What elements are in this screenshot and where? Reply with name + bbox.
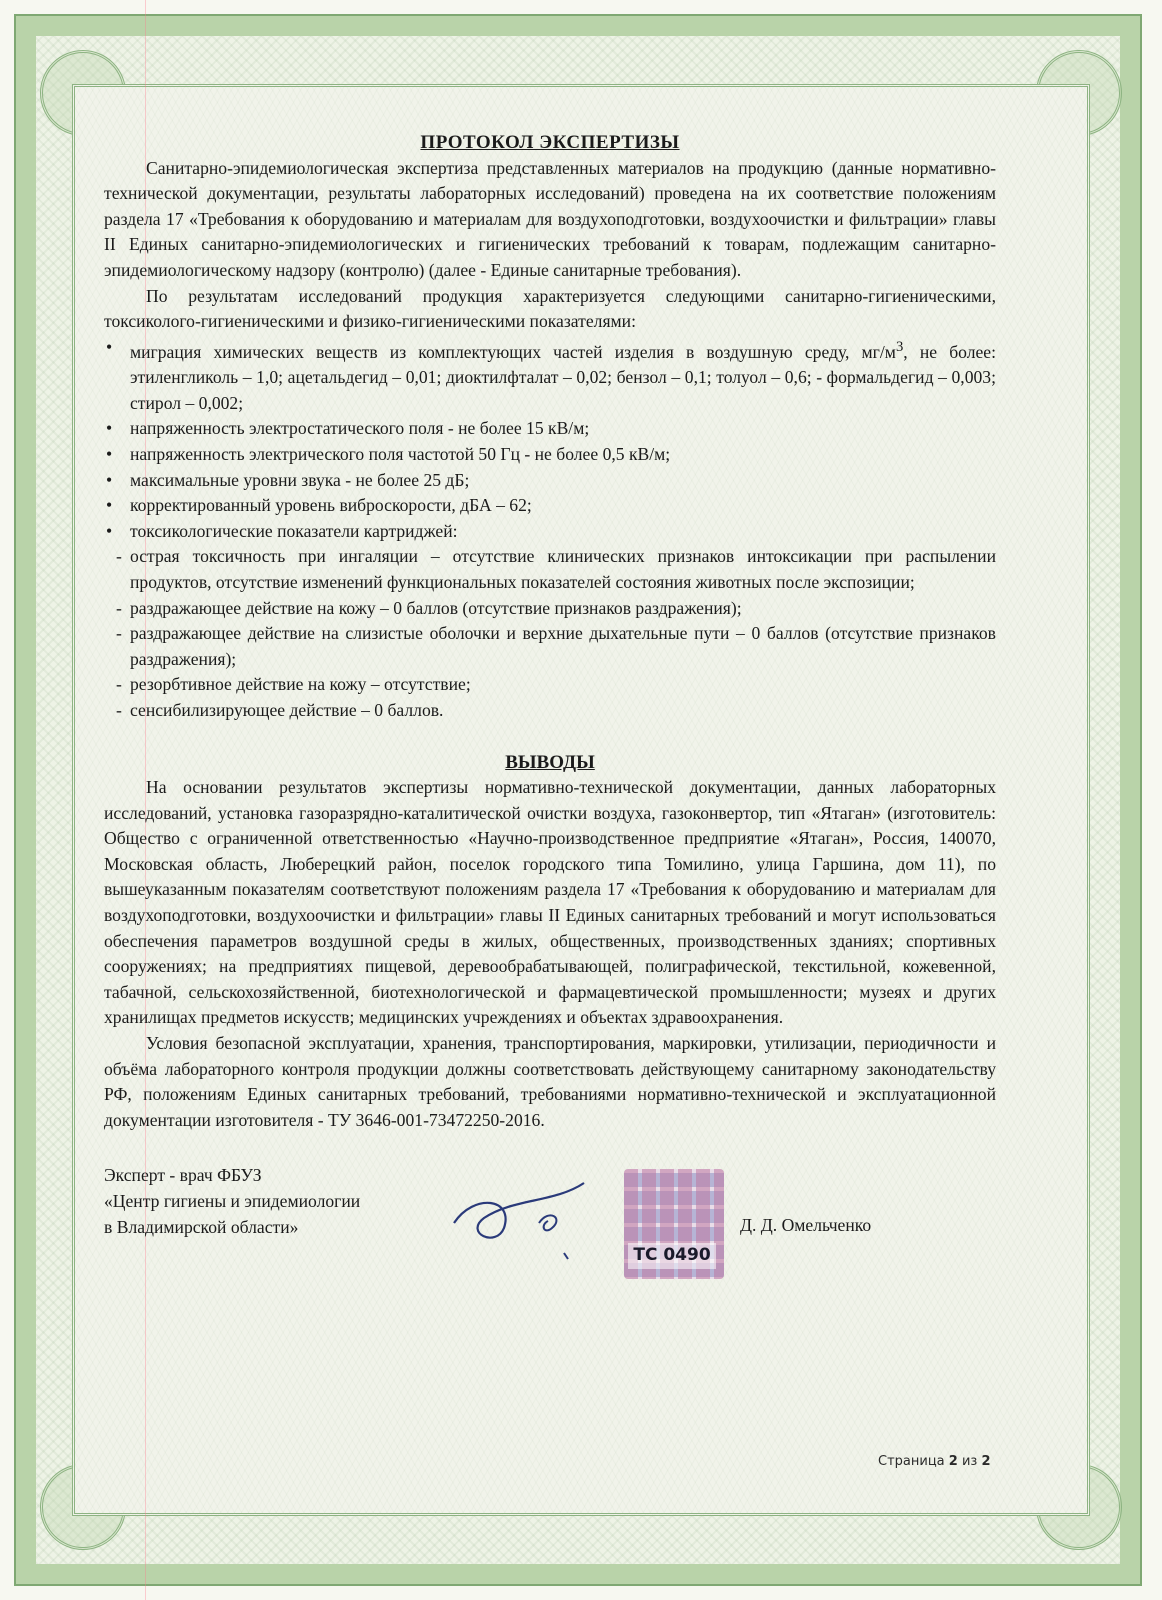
signature-block (104, 1163, 996, 1266)
list-item: • напряженность электрического поля частотой 50 Гц - не более 0,5 кВ/м; (104, 442, 996, 468)
protocol-title: ПРОТОКОЛ ЭКСПЕРТИЗЫ (420, 132, 680, 153)
conclusions-paragraph: На основании результатов экспертизы нормативно-технической документации, данных лабораторных исследований, установка газоразрядно-каталитической очистки воздуха, газоконвертор, тип «Ятаган» (изготовитель: Общество с ограниченной ответственностью «Научно-производственное предприятие «Ятаган», Россия, 140070, Московская область, Люберецкий район, поселок городского типа Томилино, улица Гаршина, дом 11), по вышеуказанным показателям соответствуют положениям раздела 17 «Требования к оборудованию и материалам для воздухоподготовки, воздухоочистки и фильтрации» главы II Единых санитарных требований и могут использоваться обеспечения параметров воздушной среды в жилых, общественных, производственных зданиях; спортивных сооружениях; на предприятиях пищевой, деревообрабатывающей, полиграфической, текстильной, кожевенной, табачной, сельскохозяйственной, биотехнологической и фармацевтической промышленности; музеях и других хранилищах предметов искусств; медицинских учреждениях и объектах здравоохранения. (104, 777, 996, 1028)
page-number: Страница 2 из 2 (878, 1454, 991, 1469)
expert-name: Д. Д. Омельченко (740, 1215, 872, 1236)
indicator-list (104, 335, 996, 545)
list-item: • токсикологические показатели картриджей: (104, 519, 996, 545)
list-item: • максимальные уровни звука - не более 25 дБ; (104, 468, 996, 494)
expert-title: Эксперт - врач ФБУЗ «Центр гигиены и эпидемиологии в Владимирской области» (104, 1165, 361, 1237)
list-item: - резорбтивное действие на кожу – отсутствие; (104, 672, 996, 698)
list-item: - раздражающее действие на слизистые оболочки и верхние дыхательные пути – 0 баллов (отсутствие признаков раздражения); (104, 621, 996, 672)
list-item: • корректированный уровень виброскорости, дБА – 62; (104, 493, 996, 519)
conclusions-title: ВЫВОДЫ (505, 751, 595, 773)
list-item: - сенсибилизирующее действие – 0 баллов. (104, 698, 996, 724)
list-item: • напряженность электростатического поля - не более 15 кВ/м; (104, 416, 996, 442)
conditions-paragraph: Условия безопасной эксплуатации, хранения, транспортирования, маркировки, утилизации, периодичности и объёма лабораторного контроля продукции должны соответствовать действующему санитарному законодательству РФ, положениям Единых санитарных требований, требованиями нормативно-технической и эксплуатационной документации изготовителя - ТУ 3646-001-73472250-2016. (104, 1033, 996, 1130)
toxicology-list (104, 544, 996, 723)
protocol-intro: Санитарно-эпидемиологическая экспертиза представленных материалов на продукцию (данные нормативно-технической документации, результаты лабораторных исследований) проведена на их соответствие положениям раздела 17 «Требования к оборудованию и материалам для воздухоподготовки, воздухоочистки и фильтрации» главы II Единых санитарно-эпидемиологических и гигиенических требований к товарам, подлежащим санитарно-эпидемиологическому надзору (контролю) (далее - Единые санитарные требования). (104, 157, 996, 280)
handwritten-signature (444, 1173, 614, 1263)
list-item: - острая токсичность при ингаляции – отсутствие клинических признаков интоксикации при распылении продуктов, отсутствие изменений функциональных показателей состояния животных после экспозиции; (104, 544, 996, 595)
results-intro: По результатам исследований продукция характеризуется следующими санитарно-гигиеническими, токсиколого-гигиеническими и физико-гигиеническими показателями: (104, 285, 996, 332)
list-item: - раздражающее действие на кожу – 0 баллов (отсутствие признаков раздражения); (104, 596, 996, 622)
hologram-number: ТС 0490 (628, 1243, 716, 1269)
document-body (104, 130, 996, 1266)
list-item: • миграция химических веществ из комплектующих частей изделия в воздушную среду, $мг/м^3$, не более: этиленгликоль – 1,0; ацетальдегид – 0,01; диоктилфталат – 0,02; бензол – 0,1; толуол – 0,6; - формальдегид – 0,003; стирол – 0,002; (104, 335, 996, 417)
